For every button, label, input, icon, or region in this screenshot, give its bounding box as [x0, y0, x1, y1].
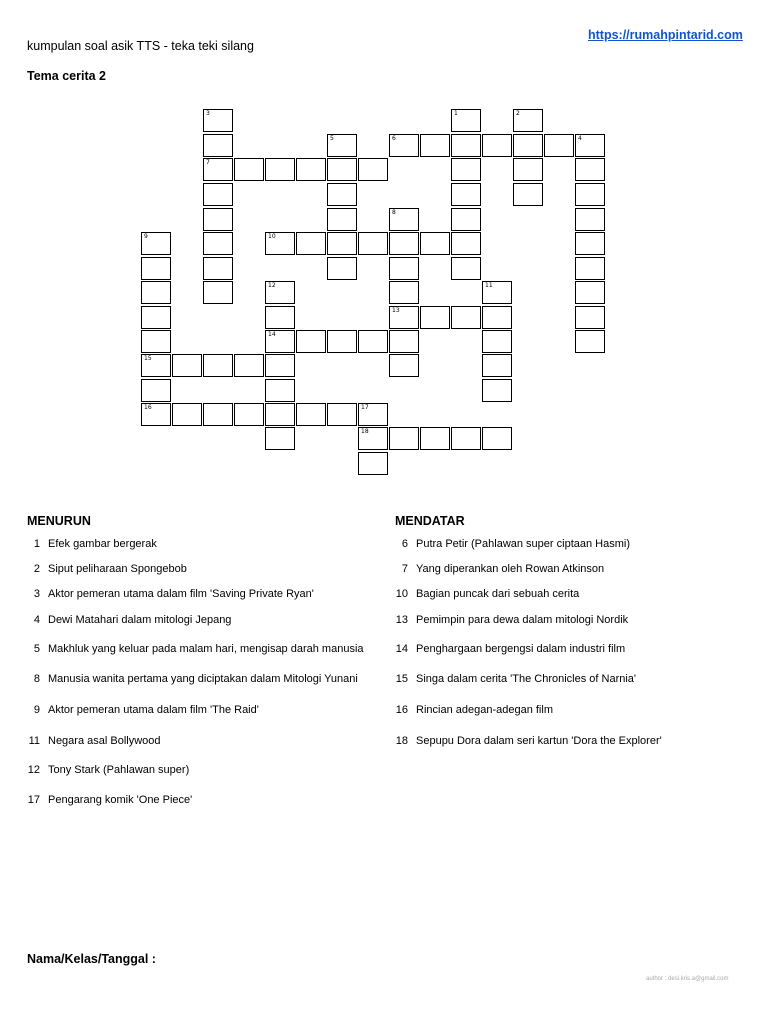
crossword-cell[interactable]: [296, 158, 326, 181]
clue-text: Sepupu Dora dalam seri kartun 'Dora the Explorer': [416, 735, 662, 747]
author-credit: author : desi.kris.a@gmail.com: [646, 976, 729, 982]
crossword-cell[interactable]: [265, 281, 295, 304]
crossword-cell[interactable]: [265, 427, 295, 450]
cell-number: 9: [144, 233, 148, 240]
clue-item: [388, 588, 579, 600]
clue-text: Tony Stark (Pahlawan super): [48, 764, 190, 776]
crossword-cell[interactable]: [327, 158, 357, 181]
clue-item: [388, 673, 636, 685]
crossword-cell[interactable]: [358, 232, 388, 255]
clue-text: Yang diperankan oleh Rowan Atkinson: [416, 563, 605, 575]
clue-number: 9: [33, 704, 40, 716]
crossword-cell[interactable]: [327, 330, 357, 353]
crossword-cell[interactable]: [296, 330, 326, 353]
clue-item: [388, 614, 628, 626]
crossword-cell[interactable]: [203, 134, 233, 157]
clue-item: [20, 563, 187, 575]
crossword-cell[interactable]: [141, 379, 171, 402]
crossword-cell[interactable]: [389, 354, 419, 377]
clue-number: 17: [27, 794, 40, 806]
clue-item: [20, 643, 364, 655]
clue-number: 5: [33, 643, 40, 655]
clue-text: Pengarang komik 'One Piece': [48, 794, 193, 806]
clue-number: 18: [395, 735, 408, 747]
clue-text: Pemimpin para dewa dalam mitologi Nordik: [416, 614, 629, 626]
crossword-cell[interactable]: [389, 281, 419, 304]
crossword-cell[interactable]: [141, 281, 171, 304]
crossword-cell[interactable]: [327, 403, 357, 426]
clue-text: Manusia wanita pertama yang diciptakan dalam Mitologi Yunani: [48, 673, 358, 685]
cell-number: 16: [144, 404, 152, 411]
clue-item: [20, 735, 161, 747]
crossword-cell[interactable]: [141, 232, 171, 255]
crossword-cell[interactable]: [451, 158, 481, 181]
crossword-cell[interactable]: [451, 208, 481, 231]
cell-number: 15: [144, 355, 152, 362]
crossword-cell[interactable]: [575, 281, 605, 304]
crossword-cell[interactable]: [203, 232, 233, 255]
clue-text: Bagian puncak dari sebuah cerita: [416, 588, 580, 600]
clue-item: [20, 673, 358, 685]
clue-number: 3: [33, 588, 40, 600]
clue-item: [20, 704, 259, 716]
crossword-cell[interactable]: [513, 158, 543, 181]
crossword-cell[interactable]: [203, 109, 233, 132]
crossword-cell[interactable]: [575, 208, 605, 231]
crossword-cell[interactable]: [575, 257, 605, 280]
clue-number: 2: [33, 563, 40, 575]
crossword-cell[interactable]: [575, 183, 605, 206]
subtitle: Tema cerita 2: [27, 69, 106, 83]
crossword-cell[interactable]: [575, 330, 605, 353]
crossword-cell[interactable]: [358, 427, 388, 450]
cell-number: 13: [392, 307, 400, 314]
cell-number: 18: [361, 428, 369, 435]
crossword-cell[interactable]: [203, 208, 233, 231]
crossword-cell[interactable]: [172, 403, 202, 426]
crossword-cell[interactable]: [327, 134, 357, 157]
clue-text: Rincian adegan-adegan film: [416, 704, 553, 716]
clue-number: 6: [401, 538, 408, 550]
cell-number: 17: [361, 404, 369, 411]
crossword-cell[interactable]: [575, 232, 605, 255]
crossword-cell[interactable]: [234, 403, 264, 426]
crossword-cell[interactable]: [296, 403, 326, 426]
header-title: kumpulan soal asik TTS - teka teki silang: [27, 39, 254, 53]
crossword-cell[interactable]: [141, 257, 171, 280]
crossword-cell[interactable]: [451, 109, 481, 132]
crossword-cell[interactable]: [389, 134, 419, 157]
crossword-cell[interactable]: [358, 158, 388, 181]
crossword-cell[interactable]: [389, 232, 419, 255]
crossword-cell[interactable]: [141, 403, 171, 426]
crossword-cell[interactable]: [575, 158, 605, 181]
crossword-cell[interactable]: [265, 379, 295, 402]
crossword-cell[interactable]: [482, 281, 512, 304]
crossword-cell[interactable]: [513, 109, 543, 132]
crossword-cell[interactable]: [451, 427, 481, 450]
crossword-cell[interactable]: [141, 330, 171, 353]
mendatar-heading: MENDATAR: [395, 514, 465, 528]
cell-number: 4: [578, 135, 582, 142]
clue-number: 11: [28, 735, 40, 747]
clue-item: [20, 588, 314, 600]
clue-item: [20, 764, 189, 776]
clue-text: Putra Petir (Pahlawan super ciptaan Hasmi): [416, 538, 630, 550]
crossword-cell[interactable]: [575, 306, 605, 329]
cell-number: 6: [392, 135, 396, 142]
cell-number: 2: [516, 110, 520, 117]
clue-number: 10: [395, 588, 408, 600]
crossword-cell[interactable]: [265, 354, 295, 377]
crossword-cell[interactable]: [234, 354, 264, 377]
crossword-cell[interactable]: [203, 403, 233, 426]
clue-text: Negara asal Bollywood: [48, 735, 161, 747]
crossword-cell[interactable]: [389, 208, 419, 231]
clue-number: 13: [395, 614, 408, 626]
crossword-cell[interactable]: [265, 158, 295, 181]
crossword-cell[interactable]: [513, 183, 543, 206]
crossword-cell[interactable]: [265, 330, 295, 353]
crossword-cell[interactable]: [389, 306, 419, 329]
clue-number: 4: [33, 614, 40, 626]
crossword-cell[interactable]: [327, 208, 357, 231]
clue-item: [388, 563, 604, 575]
crossword-cell[interactable]: [172, 354, 202, 377]
cell-number: 8: [392, 209, 396, 216]
crossword-cell[interactable]: [265, 232, 295, 255]
crossword-cell[interactable]: [327, 257, 357, 280]
cell-number: 11: [485, 282, 493, 289]
cell-number: 10: [268, 233, 276, 240]
crossword-cell[interactable]: [482, 306, 512, 329]
clue-number: 12: [27, 764, 40, 776]
cell-number: 5: [330, 135, 334, 142]
crossword-cell[interactable]: [420, 134, 450, 157]
clue-number: 7: [401, 563, 408, 575]
clue-text: Makhluk yang keluar pada malam hari, mengisap darah manusia: [48, 643, 364, 655]
clue-text: Siput peliharaan Spongebob: [48, 563, 187, 575]
crossword-cell[interactable]: [482, 354, 512, 377]
crossword-cell[interactable]: [420, 306, 450, 329]
clue-item: [388, 643, 625, 655]
crossword-cell[interactable]: [234, 158, 264, 181]
crossword-cell[interactable]: [420, 427, 450, 450]
clue-number: 8: [33, 673, 40, 685]
crossword-cell[interactable]: [451, 183, 481, 206]
crossword-cell[interactable]: [544, 134, 574, 157]
crossword-cell[interactable]: [203, 158, 233, 181]
crossword-cell[interactable]: [265, 403, 295, 426]
crossword-cell[interactable]: [482, 427, 512, 450]
crossword-cell[interactable]: [327, 183, 357, 206]
crossword-cell[interactable]: [451, 232, 481, 255]
source-link[interactable]: https://rumahpintarid.com: [588, 28, 743, 42]
clue-text: Singa dalam cerita 'The Chronicles of Narnia': [416, 673, 637, 685]
clue-number: 15: [395, 673, 408, 685]
cell-number: 12: [268, 282, 276, 289]
crossword-cell[interactable]: [389, 330, 419, 353]
crossword-cell[interactable]: [575, 134, 605, 157]
crossword-cell[interactable]: [358, 403, 388, 426]
cell-number: 7: [206, 159, 210, 166]
crossword-cell[interactable]: [513, 134, 543, 157]
crossword-cell[interactable]: [265, 306, 295, 329]
clue-item: [388, 735, 662, 747]
clue-text: Aktor pemeran utama dalam film 'Saving Private Ryan': [48, 588, 314, 600]
crossword-cell[interactable]: [327, 232, 357, 255]
crossword-cell[interactable]: [358, 330, 388, 353]
clue-number: 1: [33, 538, 40, 550]
crossword-cell[interactable]: [141, 306, 171, 329]
name-field-label: Nama/Kelas/Tanggal :: [27, 952, 156, 966]
clue-text: Efek gambar bergerak: [48, 538, 157, 550]
clue-text: Aktor pemeran utama dalam film 'The Raid': [48, 704, 259, 716]
crossword-grid: [141, 109, 611, 475]
menurun-heading: MENURUN: [27, 514, 91, 528]
clue-item: [388, 704, 553, 716]
crossword-cell[interactable]: [389, 427, 419, 450]
clue-number: 16: [395, 704, 408, 716]
crossword-cell[interactable]: [420, 232, 450, 255]
clue-item: [20, 614, 231, 626]
cell-number: 3: [206, 110, 210, 117]
cell-number: 1: [454, 110, 458, 117]
clue-number: 14: [395, 643, 408, 655]
crossword-cell[interactable]: [389, 257, 419, 280]
clue-item: [388, 538, 630, 550]
clue-text: Penghargaan bergengsi dalam industri film: [416, 643, 626, 655]
crossword-cell[interactable]: [141, 354, 171, 377]
crossword-cell[interactable]: [358, 452, 388, 475]
crossword-cell[interactable]: [451, 134, 481, 157]
crossword-cell[interactable]: [451, 306, 481, 329]
crossword-cell[interactable]: [451, 257, 481, 280]
crossword-cell[interactable]: [203, 354, 233, 377]
crossword-cell[interactable]: [482, 330, 512, 353]
crossword-cell[interactable]: [482, 379, 512, 402]
crossword-cell[interactable]: [203, 281, 233, 304]
clue-text: Dewi Matahari dalam mitologi Jepang: [48, 614, 232, 626]
clue-item: [20, 794, 192, 806]
clue-item: [20, 538, 157, 550]
crossword-cell[interactable]: [482, 134, 512, 157]
cell-number: 14: [268, 331, 276, 338]
crossword-cell[interactable]: [203, 183, 233, 206]
crossword-cell[interactable]: [296, 232, 326, 255]
crossword-cell[interactable]: [203, 257, 233, 280]
